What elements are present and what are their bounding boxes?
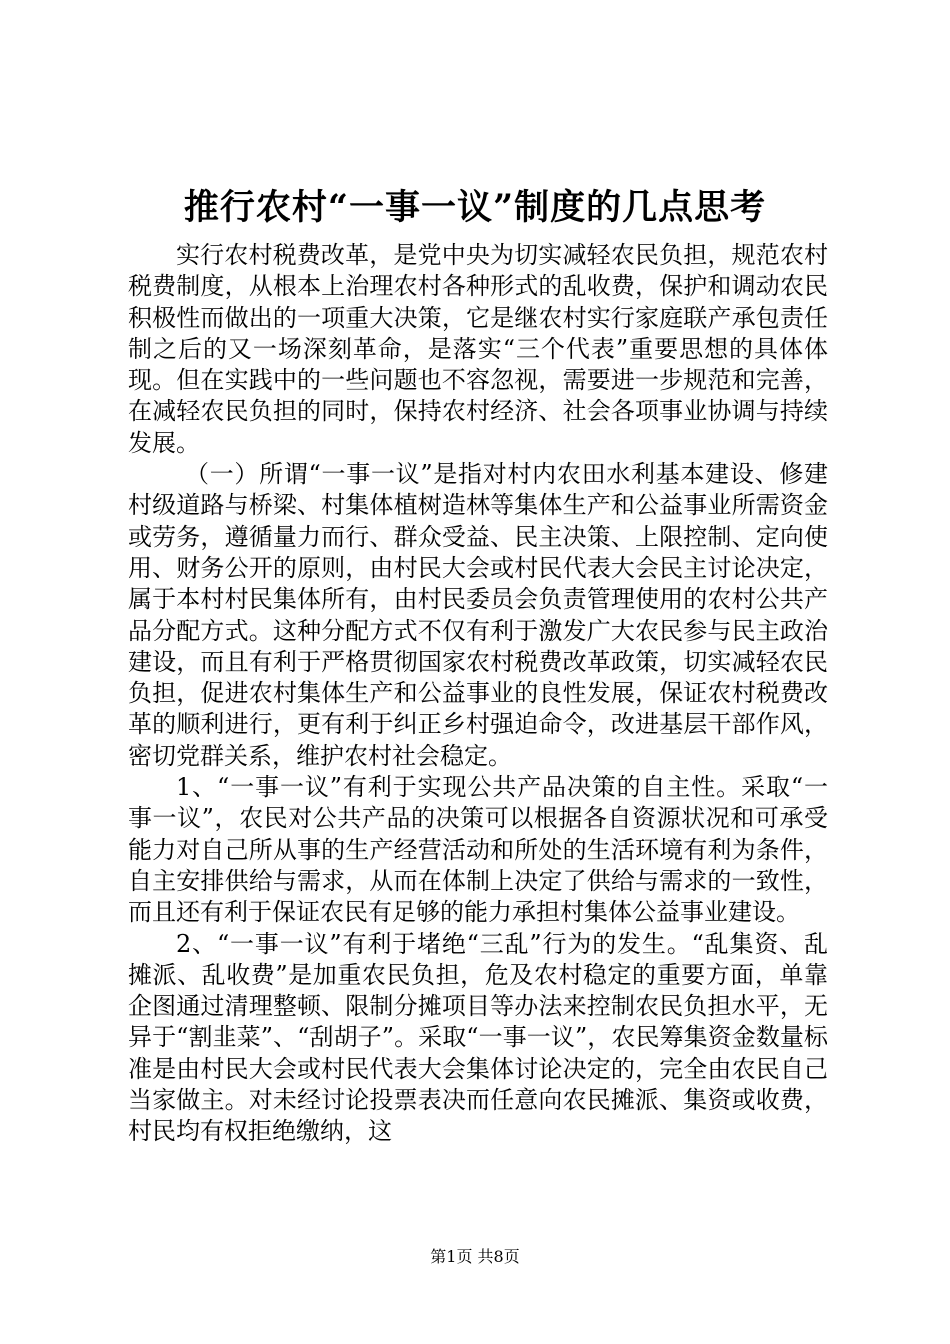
paragraph-section-one: （一）所谓“一事一议”是指对村内农田水利基本建设、修建村级道路与桥梁、村集体植树造林等集体生产和公益事业所需资金或劳务，遵循量力而行、群众受益、民主决策、上限控制、定向使用、财务公开的原则，由村民大会或村民代表大会民主讨论决定，属于本村村民集体所有，由村民委员会负责管理使用的农村公共产品分配方式。这种分配方式不仅有利于激发广大农民参与民主政治建设，而且有利于严格贯彻国家农村税费改革政策，切实减轻农民负担，促进农村集体生产和公益事业的良性发展，保证农村税费改革的顺利进行，更有利于纠正乡村强迫命令，改进基层干部作风，密切党群关系，维护农村社会稳定。 xyxy=(128,460,828,770)
page-number-footer: 第1页 共8页 xyxy=(430,1247,520,1266)
paragraph-intro: 实行农村税费改革，是党中央为切实减轻农民负担，规范农村税费制度，从根本上治理农村各种形式的乱收费，保护和调动农民积极性而做出的一项重大决策，它是继农村实行家庭联产承包责任制之后的又一场深刻革命，是落实“三个代表”重要思想的具体体现。但在实践中的一些问题也不容忽视，需要进一步规范和完善，在减轻农民负担的同时，保持农村经济、社会各项事业协调与持续发展。 xyxy=(128,241,828,457)
document-body xyxy=(128,240,828,1148)
paragraph-point-two: 2、“一事一议”有利于堵绝“三乱”行为的发生。“乱集资、乱摊派、乱收费”是加重农民负担，危及农村稳定的重要方面，单靠企图通过清理整顿、限制分摊项目等办法来控制农民负担水平，无异于“割韭菜”、“刮胡子”。采取“一事一议”，农民筹集资金数量标准是由村民大会或村民代表大会集体讨论决定的，完全由农民自己当家做主。对未经讨论投票表决而任意向农民摊派、集资或收费，村民均有权拒绝缴纳，这 xyxy=(128,929,828,1146)
document-title: 推行农村“一事一议”制度的几点思考 xyxy=(183,187,767,228)
paragraph-point-one: 1、“一事一议”有利于实现公共产品决策的自主性。采取“一事一议”，农民对公共产品的决策可以根据各自资源状况和可承受能力对自己所从事的生产经营活动和所处的生活环境有利为条件，自主安排供给与需求，从而在体制上决定了供给与需求的一致性，而且还有利于保证农民有足够的能力承担村集体公益事业建设。 xyxy=(128,773,828,927)
